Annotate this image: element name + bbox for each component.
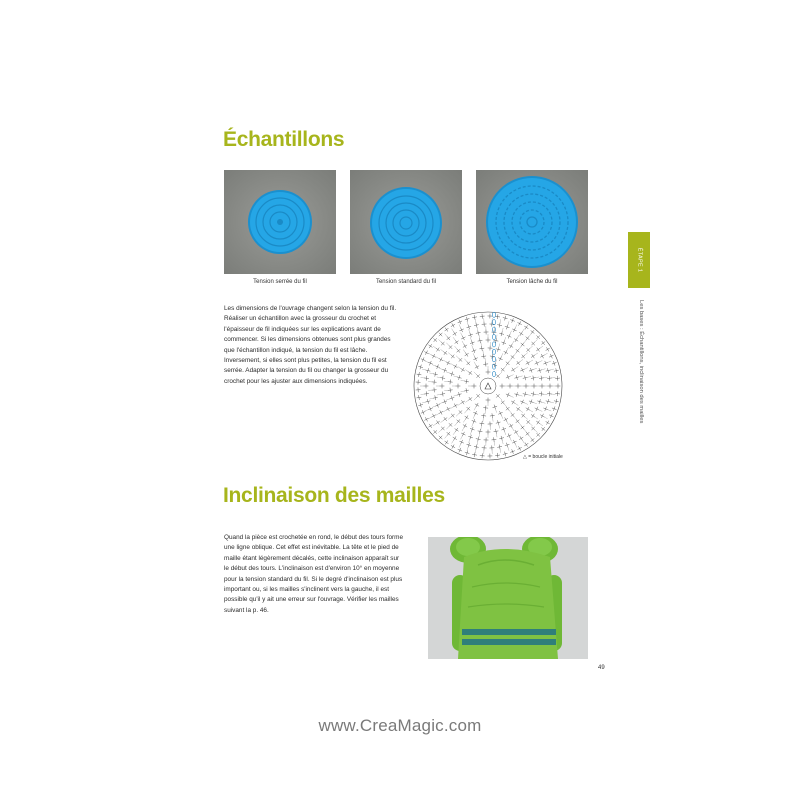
page-number: 49 bbox=[598, 665, 605, 671]
diagram-legend: △ = boucle initiale bbox=[523, 454, 563, 460]
section-title-samples: Échantillons bbox=[223, 128, 345, 151]
swatch-photo-loose bbox=[476, 170, 588, 274]
running-title bbox=[634, 300, 644, 430]
swatch-photo-standard bbox=[350, 170, 462, 274]
crochet-chart-diagram bbox=[408, 306, 568, 466]
chapter-tab-label: ÉTAPE 1 bbox=[636, 247, 643, 273]
caption-tight: Tension serrée du fil bbox=[253, 279, 307, 285]
running-title-text: Les bases : Échantillons, inclinaison des mailles bbox=[638, 300, 644, 424]
slant-paragraph: Quand la pièce est crochetée en rond, le début des tours forme une ligne oblique. Cet effet est inévitable. La tête et le pied de maille étant légèrement décalés, cette inclinaison apparaît sur le début des tours. L'inclinaison est d'environ 10° en moyenne pour la tension standard du fil. Si le degré d'inclinaison est plus important ou, si les mailles s'inclinent vers la gauche, il est possible qu'il y ait une erreur sur l'ouvrage. Vérifier les mailles suivant la p. 46. bbox=[224, 534, 404, 614]
section-title-slant: Inclinaison des mailles bbox=[223, 484, 445, 507]
watermark: www.CreaMagic.com bbox=[318, 716, 482, 735]
chapter-tab bbox=[628, 232, 650, 288]
swatch-photo-tight bbox=[224, 170, 336, 274]
caption-standard: Tension standard du fil bbox=[375, 279, 437, 285]
caption-loose: Tension lâche du fil bbox=[506, 279, 558, 285]
frog-amigurumi-photo bbox=[428, 537, 588, 659]
samples-paragraph: Les dimensions de l'ouvrage changent selon la tension du fil. Réaliser un échantillon avec la grosseur du crochet et l'épaisseur de fil indiquées sur les explications avant de commencer. Si les dimensions obtenues sont plus grandes que l'échantillon indiqué, la tension du fil est lâche. Inversement, si elles sont plus petites, la tension du fil est serrée. Adapter la tension du fil ou changer la grosseur du crochet pour les ajuster aux dimensions indiquées. bbox=[224, 305, 397, 385]
